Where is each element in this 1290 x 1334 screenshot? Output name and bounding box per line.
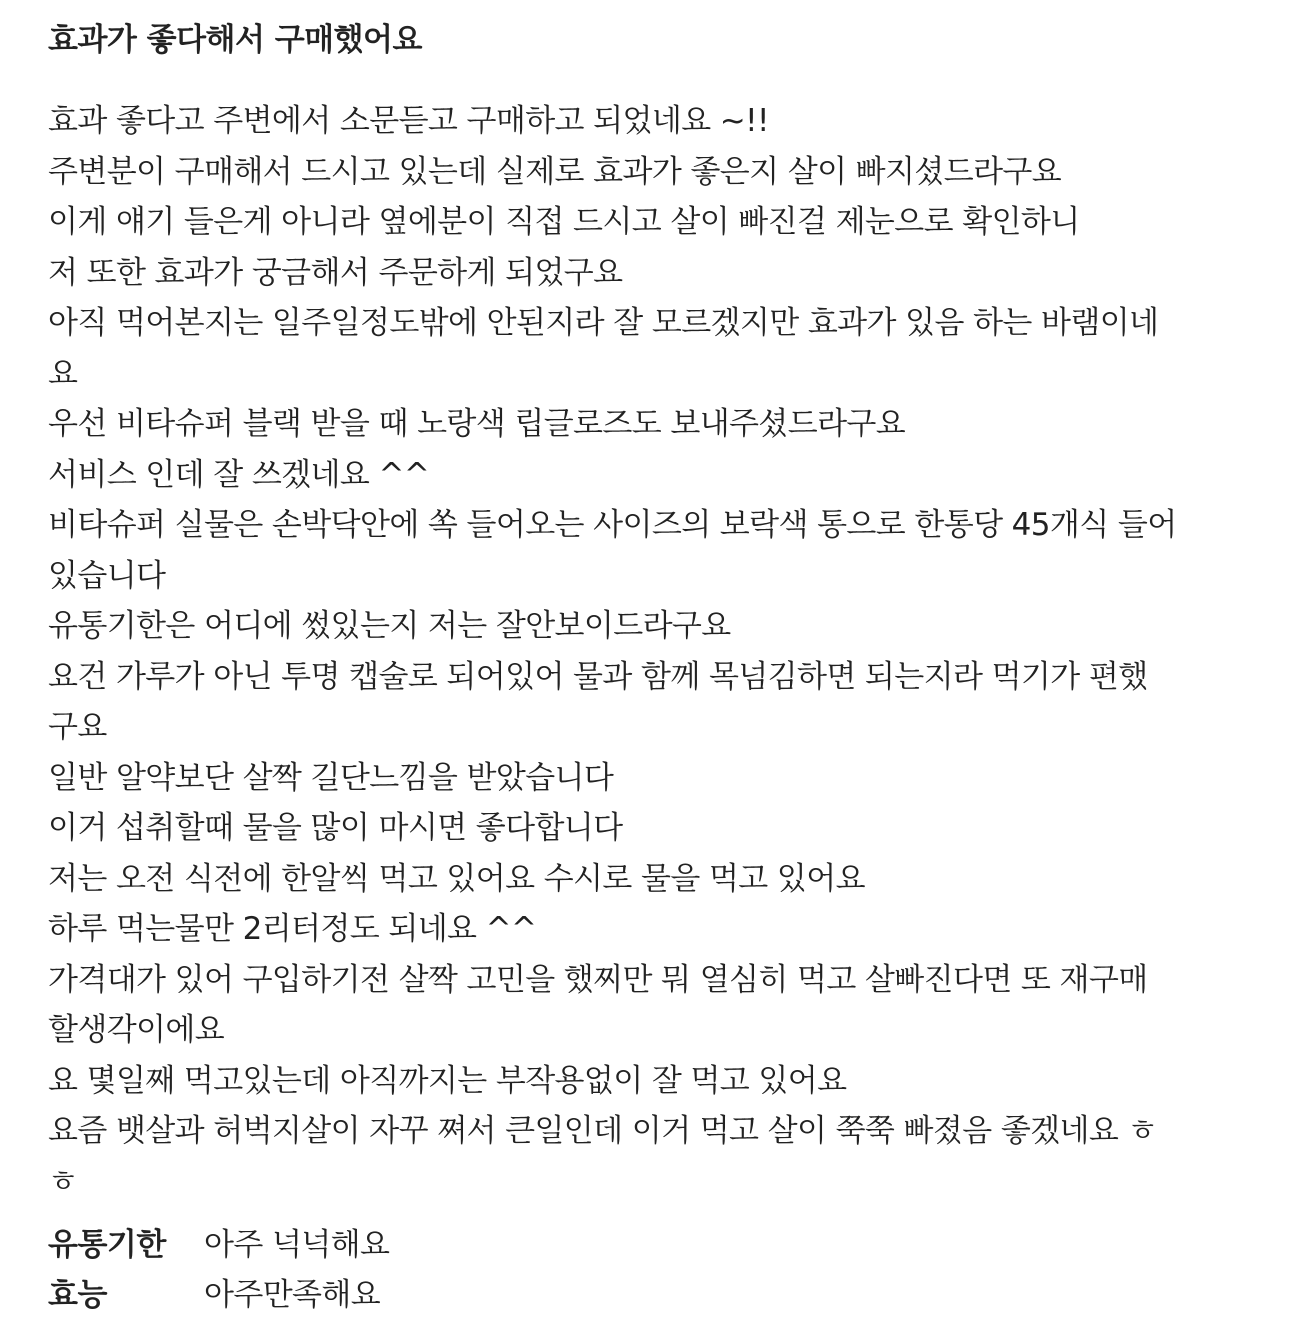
review-line: 있습니다 <box>48 557 166 594</box>
review-line: 아직 먹어본지는 일주일정도밖에 안된지라 잘 모르겠지만 효과가 있음 하는 바램이네 <box>48 305 1159 341</box>
attribute-value: 아주만족해요 <box>204 1277 381 1313</box>
review-line: 우선 비타슈퍼 블랙 받을 때 노랑색 립글로즈도 보내주셨드라구요 <box>48 406 906 442</box>
attribute-row-expiry <box>48 1220 389 1270</box>
review-line: 이게 얘기 들은게 아니라 옆에분이 직접 드시고 살이 빠진걸 제눈으로 확인하니 <box>48 204 1080 240</box>
review-line: 일반 알약보단 살짝 길단느낌을 받았습니다 <box>48 759 614 796</box>
attribute-label: 효능 <box>48 1277 107 1313</box>
review-title: 효과가 좋다해서 구매했어요 <box>48 22 422 58</box>
review-line: 할생각이에요 <box>48 1012 225 1048</box>
review-line: 요즘 뱃살과 허벅지살이 자꾸 쪄서 큰일인데 이거 먹고 살이 쭉쭉 빠졌음 좋겠네요 ㅎ <box>48 1113 1157 1149</box>
review-content <box>48 18 1248 1207</box>
review-line: 가격대가 있어 구입하기전 살짝 고민을 했찌만 뭐 열심히 먹고 살빠진다면 또 재구매 <box>48 961 1148 998</box>
review-body <box>48 96 1248 1207</box>
review-line: 주변분이 구매해서 드시고 있는데 실제로 효과가 좋은지 살이 빠지셨드라구요 <box>48 153 1062 190</box>
review-line: 서비스 인데 잘 쓰겠네요 ^^ <box>48 456 430 493</box>
attribute-value: 아주 넉넉해요 <box>204 1227 390 1263</box>
review-line: 이거 섭취할때 물을 많이 마시면 좋다합니다 <box>48 810 623 846</box>
review-line: ㅎ <box>48 1163 78 1200</box>
review-attributes <box>48 1220 389 1320</box>
review-line: 저는 오전 식전에 한알씩 먹고 있어요 수시로 물을 먹고 있어요 <box>48 860 865 897</box>
review-line: 요 몇일째 먹고있는데 아직까지는 부작용없이 잘 먹고 있어요 <box>48 1062 847 1099</box>
review-line: 저 또한 효과가 궁금해서 주문하게 되었구요 <box>48 254 623 291</box>
review-line: 하루 먹는물만 2리터정도 되네요 ^^ <box>48 911 537 947</box>
review-line: 비타슈퍼 실물은 손박닥안에 쏙 들어오는 사이즈의 보락색 통으로 한통당 45개식 들어 <box>48 507 1177 543</box>
attribute-row-efficacy <box>48 1270 389 1320</box>
attribute-label: 유통기한 <box>48 1227 166 1263</box>
review-line: 구요 <box>48 709 107 745</box>
review-line: 효과 좋다고 주변에서 소문듣고 구매하고 되었네요 ~!! <box>48 103 769 139</box>
review-line: 요건 가루가 아닌 투명 캡술로 되어있어 물과 함께 목넘김하면 되는지라 먹기가 편했 <box>48 658 1148 695</box>
review-line: 유통기한은 어디에 썼있는지 저는 잘안보이드라구요 <box>48 608 731 644</box>
review-line: 요 <box>48 355 78 392</box>
